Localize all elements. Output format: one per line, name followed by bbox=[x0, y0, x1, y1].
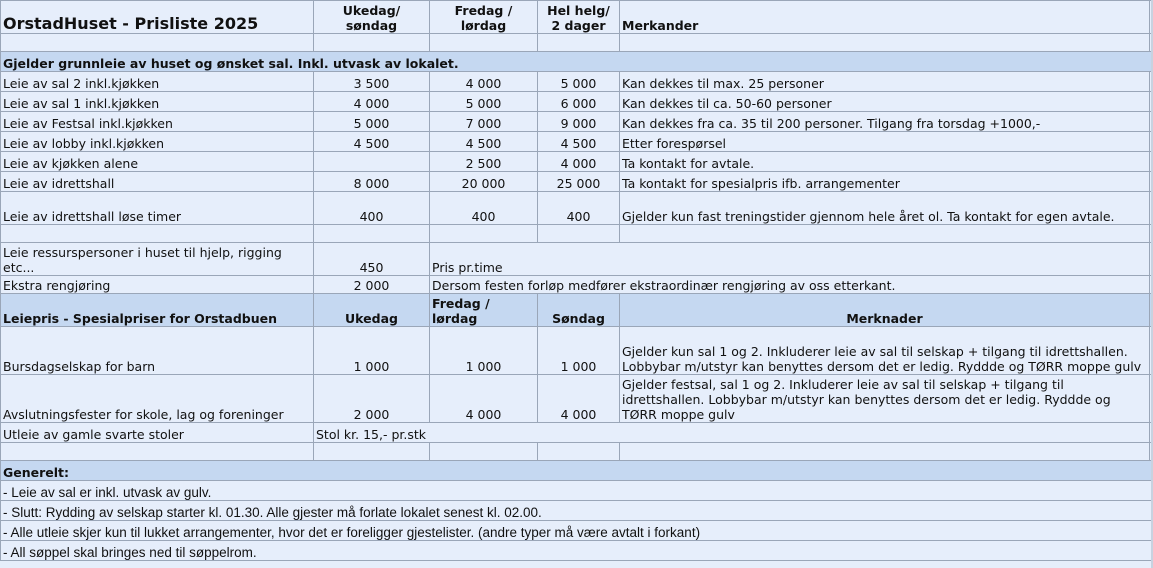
table-row bbox=[1, 172, 1153, 192]
row-label[interactable]: Utleie av gamle svarte stoler bbox=[1, 423, 314, 443]
price-per-hour[interactable]: 450 bbox=[314, 243, 430, 276]
table-row bbox=[1, 72, 1153, 92]
row-note[interactable]: Gjelder kun sal 1 og 2. Inkluderer leie av sal til selskap + tilgang til idrettshallen. Lobbybar m/utstyr kan benyttes dersom det er ledig. Ryddde og TØRR moppe gulv bbox=[620, 327, 1150, 375]
price-sunday[interactable]: 4 000 bbox=[538, 375, 620, 423]
list-item bbox=[1, 521, 1153, 541]
price-weekday[interactable]: 2 000 bbox=[314, 375, 430, 423]
table-row bbox=[1, 327, 1153, 375]
table-row bbox=[1, 276, 1153, 294]
row-label[interactable]: Leie av lobby inkl.kjøkken bbox=[1, 132, 314, 152]
price-friday[interactable]: 400 bbox=[430, 192, 538, 225]
header-weekday[interactable]: Ukedag bbox=[314, 294, 430, 327]
price-weekday[interactable] bbox=[314, 152, 430, 172]
table-row bbox=[1, 375, 1153, 423]
price-weekend[interactable]: 4 500 bbox=[538, 132, 620, 152]
general-note[interactable]: - Slutt: Rydding av selskap starter kl. 01.30. Alle gjester må forlate lokalet senest kl. 02.00. bbox=[1, 501, 1153, 521]
price-weekend[interactable]: 9 000 bbox=[538, 112, 620, 132]
price-friday[interactable]: 20 000 bbox=[430, 172, 538, 192]
row-note[interactable]: Kan dekkes til max. 25 personer bbox=[620, 72, 1150, 92]
general-note[interactable]: - Leie av sal er inkl. utvask av gulv. bbox=[1, 481, 1153, 501]
row-label[interactable]: Leie av idrettshall bbox=[1, 172, 314, 192]
row-label[interactable]: Ekstra rengjøring bbox=[1, 276, 314, 294]
section-heading[interactable]: Leiepris - Spesialpriser for Orstadbuen bbox=[1, 294, 314, 327]
row-note[interactable]: Gjelder festsal, sal 1 og 2. Inkluderer leie av sal til selskap + tilgang til idrettshallen. Lobbybar m/utstyr kan benyttes dersom det er ledig. Ryddde og TØRR moppe gulv bbox=[620, 375, 1150, 423]
price-weekend[interactable]: 25 000 bbox=[538, 172, 620, 192]
price-friday[interactable]: 4 500 bbox=[430, 132, 538, 152]
price-weekday[interactable]: 3 500 bbox=[314, 72, 430, 92]
page-title[interactable]: OrstadHuset - Prisliste 2025 bbox=[1, 1, 314, 34]
price-weekend[interactable]: 6 000 bbox=[538, 92, 620, 112]
price-cleaning[interactable]: 2 000 bbox=[314, 276, 430, 294]
row-note[interactable]: Gjelder kun fast treningstider gjennom hele året ol. Ta kontakt for egen avtale. bbox=[620, 192, 1150, 225]
price-weekday[interactable]: 400 bbox=[314, 192, 430, 225]
row-label[interactable]: Leie av kjøkken alene bbox=[1, 152, 314, 172]
price-weekday[interactable]: 5 000 bbox=[314, 112, 430, 132]
row-note[interactable]: Ta kontakt for avtale. bbox=[620, 152, 1150, 172]
table-row bbox=[1, 92, 1153, 112]
price-friday[interactable]: 5 000 bbox=[430, 92, 538, 112]
general-heading[interactable]: Generelt: bbox=[1, 461, 1153, 481]
price-weekday[interactable]: 4 500 bbox=[314, 132, 430, 152]
list-item bbox=[1, 481, 1153, 501]
price-weekday[interactable]: 8 000 bbox=[314, 172, 430, 192]
header-weekday-sunday[interactable]: Ukedag/ søndag bbox=[314, 1, 430, 34]
row-note[interactable]: Stol kr. 15,- pr.stk bbox=[314, 423, 1150, 443]
table-row bbox=[1, 152, 1153, 172]
section-heading-row bbox=[1, 461, 1153, 481]
header-friday-saturday[interactable]: Fredag / lørdag bbox=[430, 294, 538, 327]
row-label[interactable]: Leie av idrettshall løse timer bbox=[1, 192, 314, 225]
header-row bbox=[1, 1, 1153, 34]
list-item bbox=[1, 541, 1153, 561]
row-note[interactable]: Pris pr.time bbox=[430, 243, 1150, 276]
row-note[interactable]: Etter forespørsel bbox=[620, 132, 1150, 152]
table-row bbox=[1, 192, 1153, 225]
price-friday[interactable]: 7 000 bbox=[430, 112, 538, 132]
price-friday[interactable]: 1 000 bbox=[430, 327, 538, 375]
header-full-weekend[interactable]: Hel helg/ 2 dager bbox=[538, 1, 620, 34]
row-label[interactable]: Leie av sal 2 inkl.kjøkken bbox=[1, 72, 314, 92]
table-row bbox=[1, 243, 1153, 276]
header-friday-saturday[interactable]: Fredag / lørdag bbox=[430, 1, 538, 34]
section-heading-row bbox=[1, 52, 1153, 72]
header-sunday[interactable]: Søndag bbox=[538, 294, 620, 327]
price-weekday[interactable]: 1 000 bbox=[314, 327, 430, 375]
price-weekend[interactable]: 400 bbox=[538, 192, 620, 225]
row-note[interactable]: Dersom festen forløp medfører ekstraordinær rengjøring av oss etterkant. bbox=[430, 276, 1150, 294]
section-heading[interactable]: Gjelder grunnleie av huset og ønsket sal. Inkl. utvask av lokalet. bbox=[1, 52, 1153, 72]
row-label[interactable]: Leie ressurspersoner i huset til hjelp, rigging etc... bbox=[1, 243, 314, 276]
price-weekday[interactable]: 4 000 bbox=[314, 92, 430, 112]
price-friday[interactable]: 4 000 bbox=[430, 72, 538, 92]
row-label[interactable]: Leie av Festsal inkl.kjøkken bbox=[1, 112, 314, 132]
empty-row bbox=[1, 443, 1153, 461]
price-weekend[interactable]: 4 000 bbox=[538, 152, 620, 172]
general-note[interactable]: - Alle utleie skjer kun til lukket arrangementer, hvor det er foreligger gjestelister. (andre typer må være avtalt i forkant) bbox=[1, 521, 1153, 541]
section-heading-row bbox=[1, 294, 1153, 327]
price-weekend[interactable]: 5 000 bbox=[538, 72, 620, 92]
row-label[interactable]: Leie av sal 1 inkl.kjøkken bbox=[1, 92, 314, 112]
general-note[interactable]: - All søppel skal bringes ned til søppelrom. bbox=[1, 541, 1153, 561]
row-label[interactable]: Avslutningsfester for skole, lag og foreninger bbox=[1, 375, 314, 423]
table-row bbox=[1, 132, 1153, 152]
table-row bbox=[1, 112, 1153, 132]
list-item bbox=[1, 501, 1153, 521]
header-remarks[interactable]: Merkander bbox=[620, 1, 1150, 34]
table-row bbox=[1, 423, 1153, 443]
empty-row bbox=[1, 225, 1153, 243]
header-remarks[interactable]: Merknader bbox=[620, 294, 1150, 327]
price-friday[interactable]: 4 000 bbox=[430, 375, 538, 423]
row-note[interactable]: Kan dekkes til ca. 50-60 personer bbox=[620, 92, 1150, 112]
empty-row bbox=[1, 34, 1153, 52]
price-sunday[interactable]: 1 000 bbox=[538, 327, 620, 375]
row-note[interactable]: Kan dekkes fra ca. 35 til 200 personer. Tilgang fra torsdag +1000,- bbox=[620, 112, 1150, 132]
row-note[interactable]: Ta kontakt for spesialpris ifb. arrangementer bbox=[620, 172, 1150, 192]
price-friday[interactable]: 2 500 bbox=[430, 152, 538, 172]
row-label[interactable]: Bursdagselskap for barn bbox=[1, 327, 314, 375]
